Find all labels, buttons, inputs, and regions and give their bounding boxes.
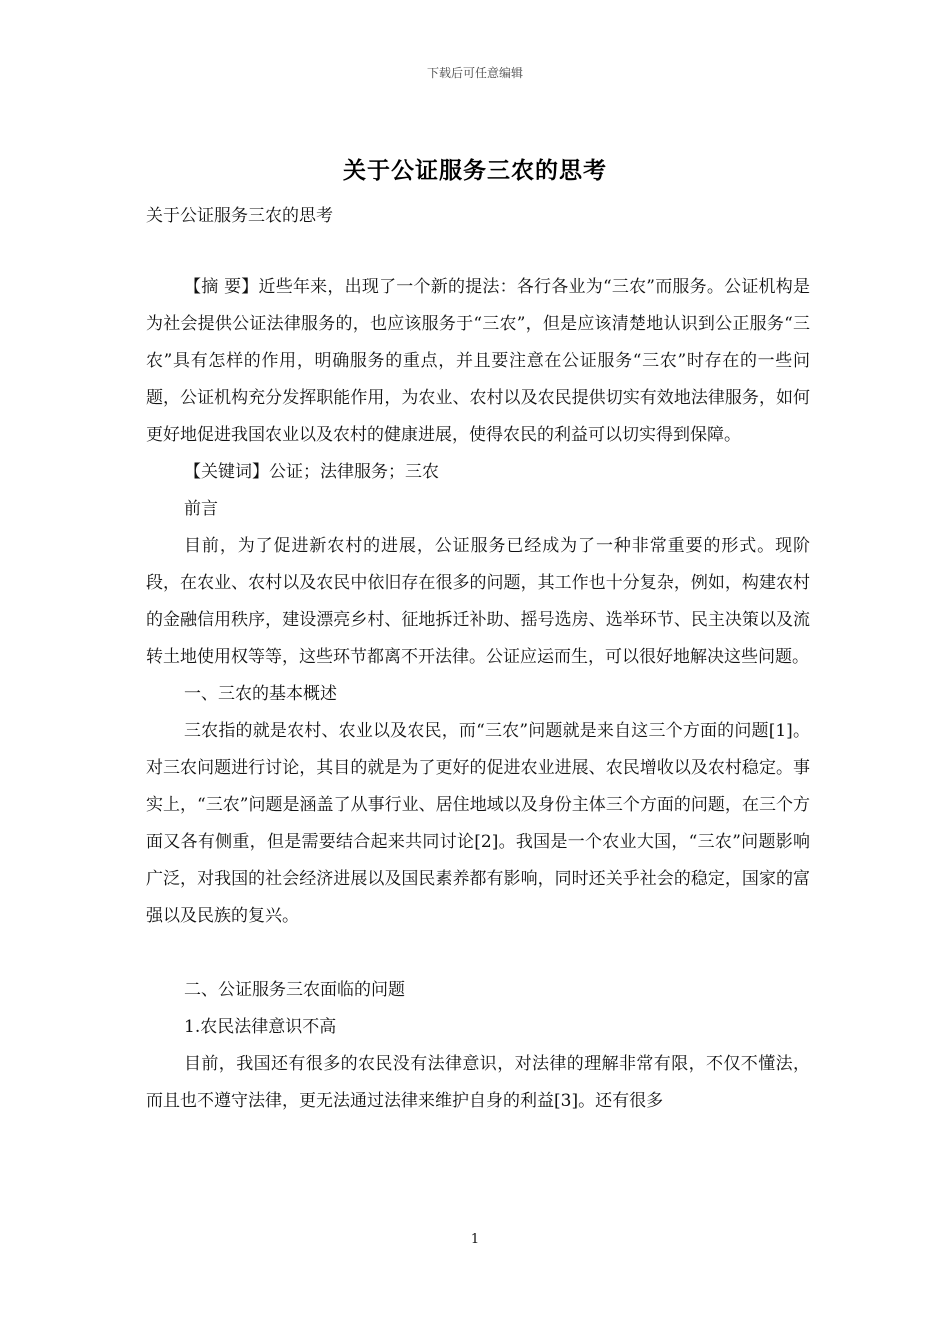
subsection-1-heading: 1.农民法律意识不高 [184,1017,337,1037]
preface-heading: 前言 [184,499,218,519]
keywords-line: 【关键词】公证；法律服务；三农 [184,462,439,482]
section-1-heading: 一、三农的基本概述 [184,684,337,704]
section-1-paragraph: 三农指的就是农村、农业以及农民，而“三农”问题就是来自这三个方面的问题[1]。对三农问题进行讨论，其目的就是为了更好的促进农业进展、农民增收以及农村稳定。事实上，“三农”问题是涵盖了从事行业、居住地域以及身份主体三个方面的问题，在三个方面又各有侧重，但是需要结合起来共同讨论[2]。我国是一个农业大国，“三农”问题影响广泛，对我国的社会经济进展以及国民素养都有影响，同时还关乎社会的稳定，国家的富强以及民族的复兴。 [146,721,810,926]
subsection-1-paragraph: 目前，我国还有很多的农民没有法律意识，对法律的理解非常有限，不仅不懂法，而且也不遵守法律，更无法通过法律来维护自身的利益[3]。还有很多 [146,1054,810,1111]
document-title: 关于公证服务三农的思考 [343,157,607,184]
document-subtitle: 关于公证服务三农的思考 [146,206,333,226]
page-number: 1 [470,1232,480,1247]
section-2-heading: 二、公证服务三农面临的问题 [184,980,405,1000]
blank-line [146,935,810,972]
preface-paragraph: 目前，为了促进新农村的进展，公证服务已经成为了一种非常重要的形式。现阶段，在农业、农村以及农民中依旧存在很多的问题，其工作也十分复杂，例如，构建农村的金融信用秩序，建设漂亮乡村、征地拆迁补助、摇号选房、选举环节、民主决策以及流转土地使用权等等，这些环节都离不开法律。公证应运而生，可以很好地解决这些问题。 [146,536,810,667]
page-header: 下载后可任意编辑 [426,66,523,80]
document-body [146,269,810,1120]
abstract-paragraph: 【摘 要】近些年来，出现了一个新的提法：各行各业为“三农”而服务。公证机构是为社会提供公证法律服务的，也应该服务于“三农”，但是应该清楚地认识到公正服务“三农”具有怎样的作用，明确服务的重点，并且要注意在公证服务“三农”时存在的一些问题，公证机构充分发挥职能作用，为农业、农村以及农民提供切实有效地法律服务，如何更好地促进我国农业以及农村的健康进展，使得农民的利益可以切实得到保障。 [146,277,810,445]
